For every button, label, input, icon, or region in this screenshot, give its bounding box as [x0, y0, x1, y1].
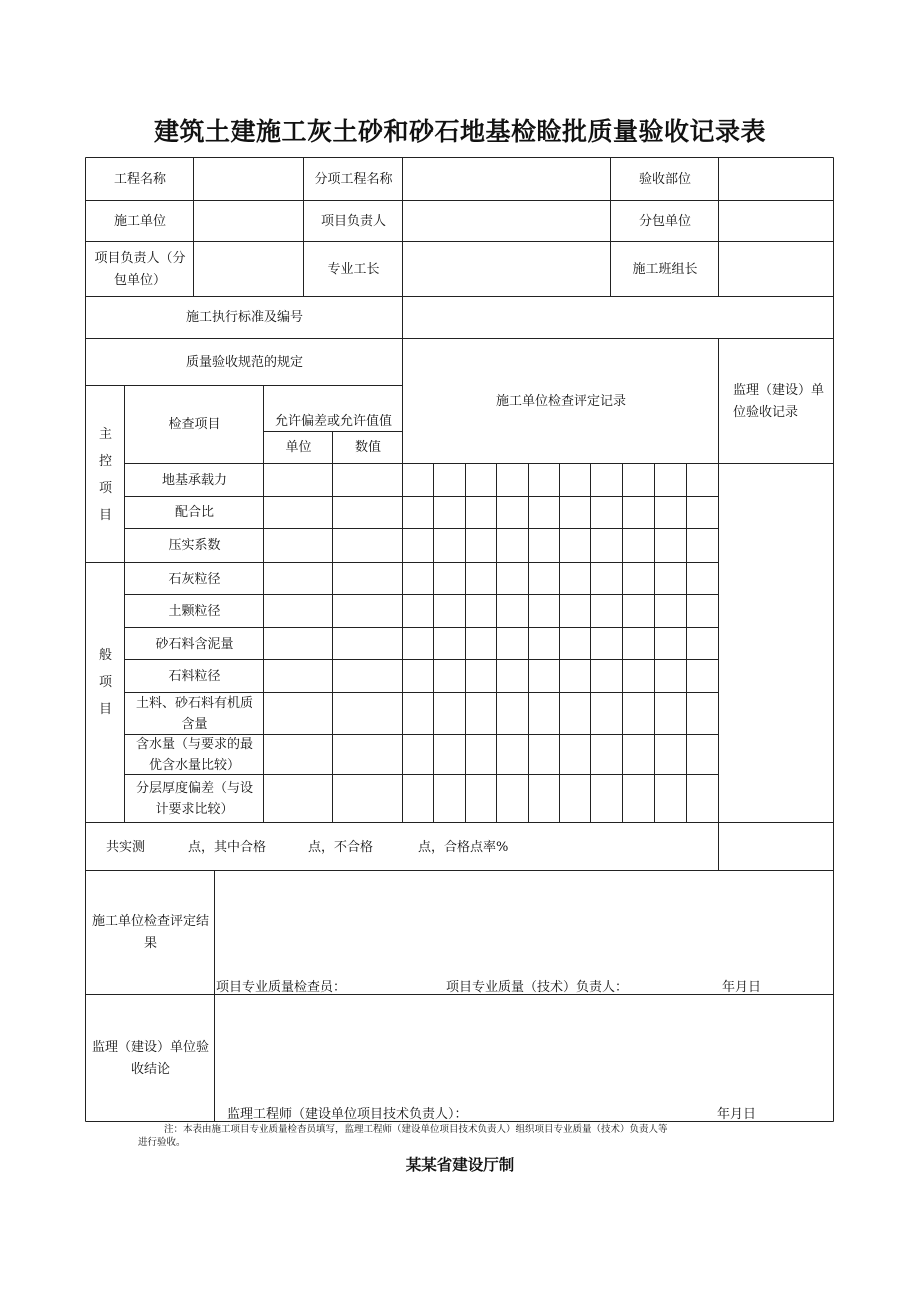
header-sub-project-label: 分项工程名称 — [314, 171, 393, 187]
supervision-date-label: 年月日 — [717, 1107, 757, 1122]
summary-row — [0, 823, 720, 871]
main-control-item: 配合比 — [174, 505, 214, 520]
summary-total: 共实测 — [106, 840, 146, 855]
header-project-name-label: 工程名称 — [113, 171, 166, 187]
standard-label: 施工执行标准及编号 — [185, 310, 303, 325]
value-label: 数值 — [354, 440, 381, 455]
construction-result-label: 施工单位检查评定结 果 — [91, 914, 209, 951]
general-item: 土料、砂石料有机质 含量 — [135, 696, 253, 732]
header-subcontract-unit-label: 分包单位 — [638, 213, 691, 229]
summary-pass: 点，其中合格 — [188, 840, 267, 855]
main-control-item: 压实系数 — [168, 538, 221, 553]
header-team-leader-label: 施工班组长 — [632, 261, 698, 277]
summary-rate: 点，合格点率% — [418, 840, 509, 855]
inspector-signature-label: 项目专业质量检查员： — [216, 980, 347, 995]
general-item: 石料粒径 — [168, 669, 221, 684]
header-construction-unit-label: 施工单位 — [113, 213, 166, 229]
supervision-result-label: 监理（建设）单位验 收结论 — [91, 1039, 209, 1077]
spec-label: 质量验收规范的规定 — [185, 354, 303, 370]
note-line-1: 注：本表由施工项目专业质量检杳员填写，监理工程师（建设单位项目技术负责人）组织项目专业质量（技术）负责人等 — [164, 1124, 668, 1135]
general-item: 含水量（与要求的最 优含水量比较） — [135, 737, 253, 773]
tolerance-label: 允许偏差或允许值值 — [274, 414, 392, 429]
general-item: 石灰粒径 — [168, 571, 221, 587]
general-item: 砂石料含泥量 — [155, 636, 234, 652]
issuer-footer: 某某省建设厅制 — [405, 1156, 515, 1174]
header-acceptance-part-label: 验收部位 — [638, 171, 691, 187]
general-item: 分层厚度偏差（与设 计要求比较） — [135, 781, 253, 817]
header-foreman-label: 专业工长 — [327, 261, 380, 277]
supervision-record-label: 监理（建设）单 位验收记录 — [733, 382, 825, 420]
summary-fail: 点，不合格 — [308, 840, 374, 855]
check-record-label: 施工单位检查评定记录 — [495, 393, 626, 409]
tech-manager-signature-label: 项目专业质量（技术）负责人： — [446, 980, 629, 995]
engineer-signature-label: 监理工程师（建设单位项目技术负责人）： — [227, 1107, 468, 1122]
construction-date-label: 年月日 — [722, 980, 762, 995]
main-control-item: 地基承载力 — [161, 472, 227, 488]
header-project-manager-label: 项目负责人 — [320, 213, 386, 229]
form-note — [138, 1123, 748, 1149]
general-item-label: 般 项 目 — [98, 647, 112, 717]
main-control-label: 主 控 项 目 — [98, 427, 112, 523]
note-line-2: 进行验收。 — [138, 1137, 186, 1148]
check-item-label: 检查项目 — [168, 417, 221, 432]
general-item: 土颗粒径 — [168, 604, 221, 619]
unit-label: 单位 — [285, 440, 312, 455]
header-sub-manager-label: 项目负责人（分 包单位） — [94, 250, 186, 288]
form-title: 建筑土建施工灰土砂和砂石地基检睑批质量验收记录表 — [153, 117, 766, 146]
